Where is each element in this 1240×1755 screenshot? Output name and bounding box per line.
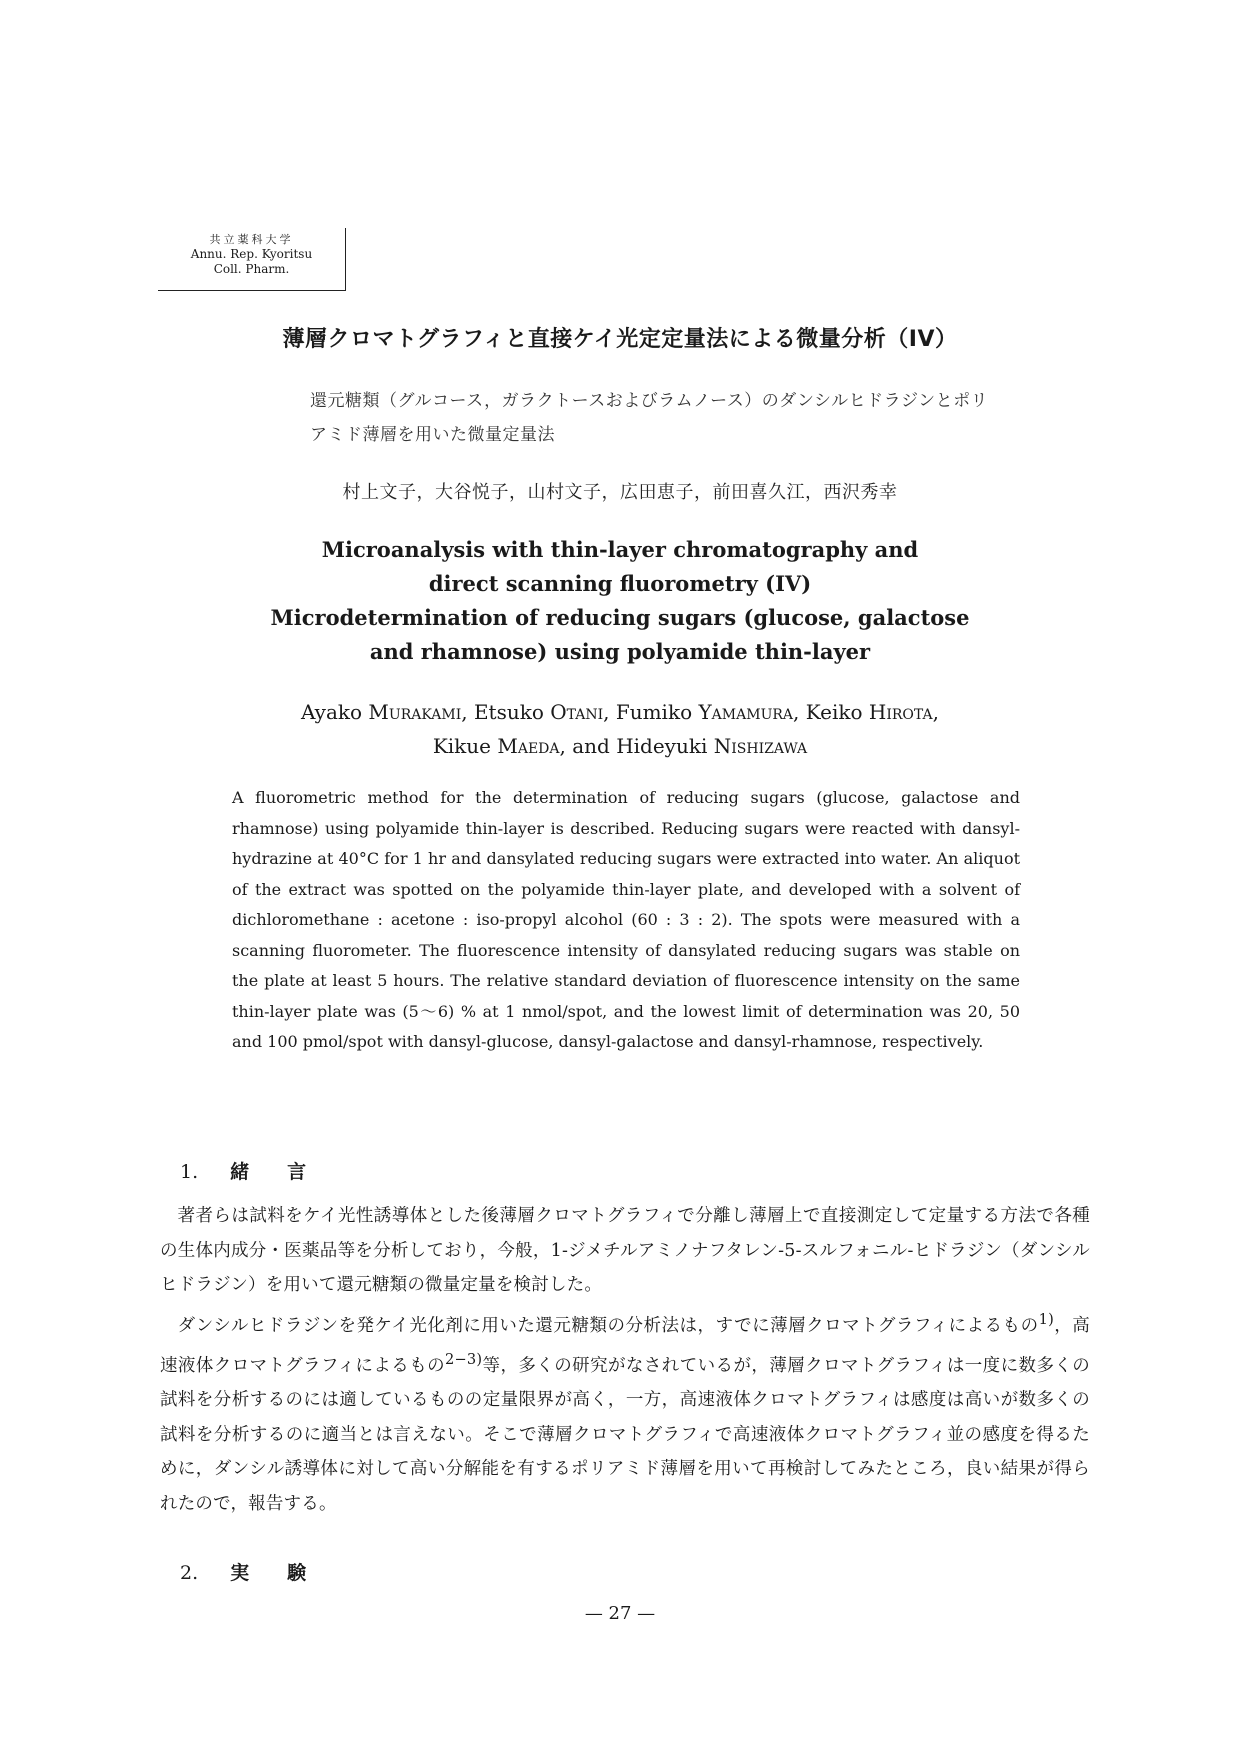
- abstract: A fluorometric method for the determination of reducing sugars (glucose, galactose and rhamnose) using polyamide thin-layer is described. Reducing sugars were reacted with dansyl-hydrazine at 40°C for 1 hr and dansylated reducing sugars were extracted into water. An aliquot of the extract was spotted on the polyamide thin-layer plate, and developed with a solvent of dichloromethane : acetone : iso-propyl alcohol (60 : 3 : 2). The spots were measured with a scanning fluorometer. The fluorescence intensity of dansylated reducing sugars was stable on the plate at least 5 hours. The relative standard deviation of fluorescence intensity on the same thin-layer plate was (5～6) % at 1 nmol/spot, and the lowest limit of determination was 20, 50 and 100 pmol/spot with dansyl-glucose, dansyl-galactose and dansyl-rhamnose, respectively.: [232, 788, 1020, 1051]
- citation-ref: 1): [1038, 1310, 1054, 1328]
- author-first-name: Hideyuki: [616, 734, 714, 758]
- author-line-1: [0, 695, 1240, 729]
- journal-label-box: [158, 228, 346, 291]
- english-title: [0, 533, 1240, 669]
- section-heading-experimental: [180, 1558, 306, 1585]
- journal-name-jp: 共立薬科大学: [209, 233, 294, 246]
- page-number: — 27 —: [584, 1603, 656, 1624]
- author-separator: ,: [461, 700, 474, 724]
- author-first-name: Fumiko: [615, 700, 699, 724]
- author-first-name: Etsuko: [473, 700, 551, 724]
- author-first-name: Kikue: [432, 734, 498, 758]
- japanese-subtitle: 還元糖類（グルコース，ガラクトースおよびラムノース）のダンシルヒドラジンとポリアミド薄層を用いた微量定量法: [310, 391, 989, 445]
- journal-name-en-line2: Coll. Pharm.: [213, 262, 290, 276]
- journal-name-en-line1: Annu. Rep. Kyoritsu: [190, 247, 313, 261]
- author-line-2: [0, 729, 1240, 763]
- section-title: 緒 言: [230, 1161, 307, 1183]
- japanese-title: 薄層クロマトグラフィと直接ケイ光定定量法による微量分析（IV）: [282, 327, 958, 352]
- author-first-name: Keiko: [805, 700, 869, 724]
- section-heading-introduction: [180, 1157, 306, 1184]
- section-number: 1.: [180, 1161, 199, 1183]
- section-title: 実 験: [230, 1562, 307, 1584]
- paragraph: [160, 1303, 1090, 1522]
- author-first-name: Ayako: [301, 700, 369, 724]
- author-last-name: Maeda: [497, 734, 560, 758]
- english-title-line: direct scanning fluorometry (IV): [428, 571, 812, 596]
- citation-ref: 2−3): [445, 1350, 483, 1368]
- english-subtitle-line: and rhamnose) using polyamide thin-layer: [369, 639, 871, 664]
- author-last-name: Yamamura: [698, 700, 794, 724]
- author-last-name: Nishizawa: [713, 734, 808, 758]
- author-separator: ,: [603, 700, 616, 724]
- introduction-body: [160, 1199, 1090, 1521]
- english-authors: [0, 695, 1240, 763]
- author-last-name: Murakami: [368, 700, 462, 724]
- english-subtitle-line: Microdetermination of reducing sugars (glucose, galactose: [270, 605, 970, 630]
- paragraph-text: 等，多くの研究がなされているが，薄層クロマトグラフィは一度に数多くの試料を分析するのには適しているものの定量限界が高く，一方，高速液体クロマトグラフィは感度は高いが数多くの試料を分析するのに適当とは言えない。そこで薄層クロマトグラフィで高速液体クロマトグラフィ並の感度を得るために，ダンシル誘導体に対して高い分解能を有するポリアミド薄層を用いて再検討してみたところ，良い結果が得られたので，報告する。: [160, 1355, 1090, 1514]
- author-separator: , and: [559, 734, 617, 758]
- author-separator: ,: [793, 700, 806, 724]
- paragraph-text: ダンシルヒドラジンを発ケイ光化剤に用いた還元糖類の分析法は，すでに薄層クロマトグラフィによるもの: [177, 1315, 1039, 1336]
- author-last-name: Otani: [550, 700, 604, 724]
- author-last-name: Hirota: [868, 700, 933, 724]
- author-separator: ,: [932, 700, 939, 724]
- paragraph: 著者らは試料をケイ光性誘導体とした後薄層クロマトグラフィで分離し薄層上で直接測定して定量する方法で各種の生体内成分・医薬品等を分析しており，今般，1-ジメチルアミノナフタレン-5-スルフォニル-ヒドラジン（ダンシルヒドラジン）を用いて還元糖類の微量定量を検討した。: [160, 1206, 1090, 1295]
- section-number: 2.: [180, 1562, 199, 1584]
- paragraph-text: ，高速液体クロマトグラフィによるもの: [160, 1315, 1090, 1376]
- english-title-line: Microanalysis with thin-layer chromatography and: [321, 537, 919, 562]
- japanese-authors: 村上文子，大谷悦子，山村文子，広田恵子，前田喜久江，西沢秀幸: [342, 482, 898, 503]
